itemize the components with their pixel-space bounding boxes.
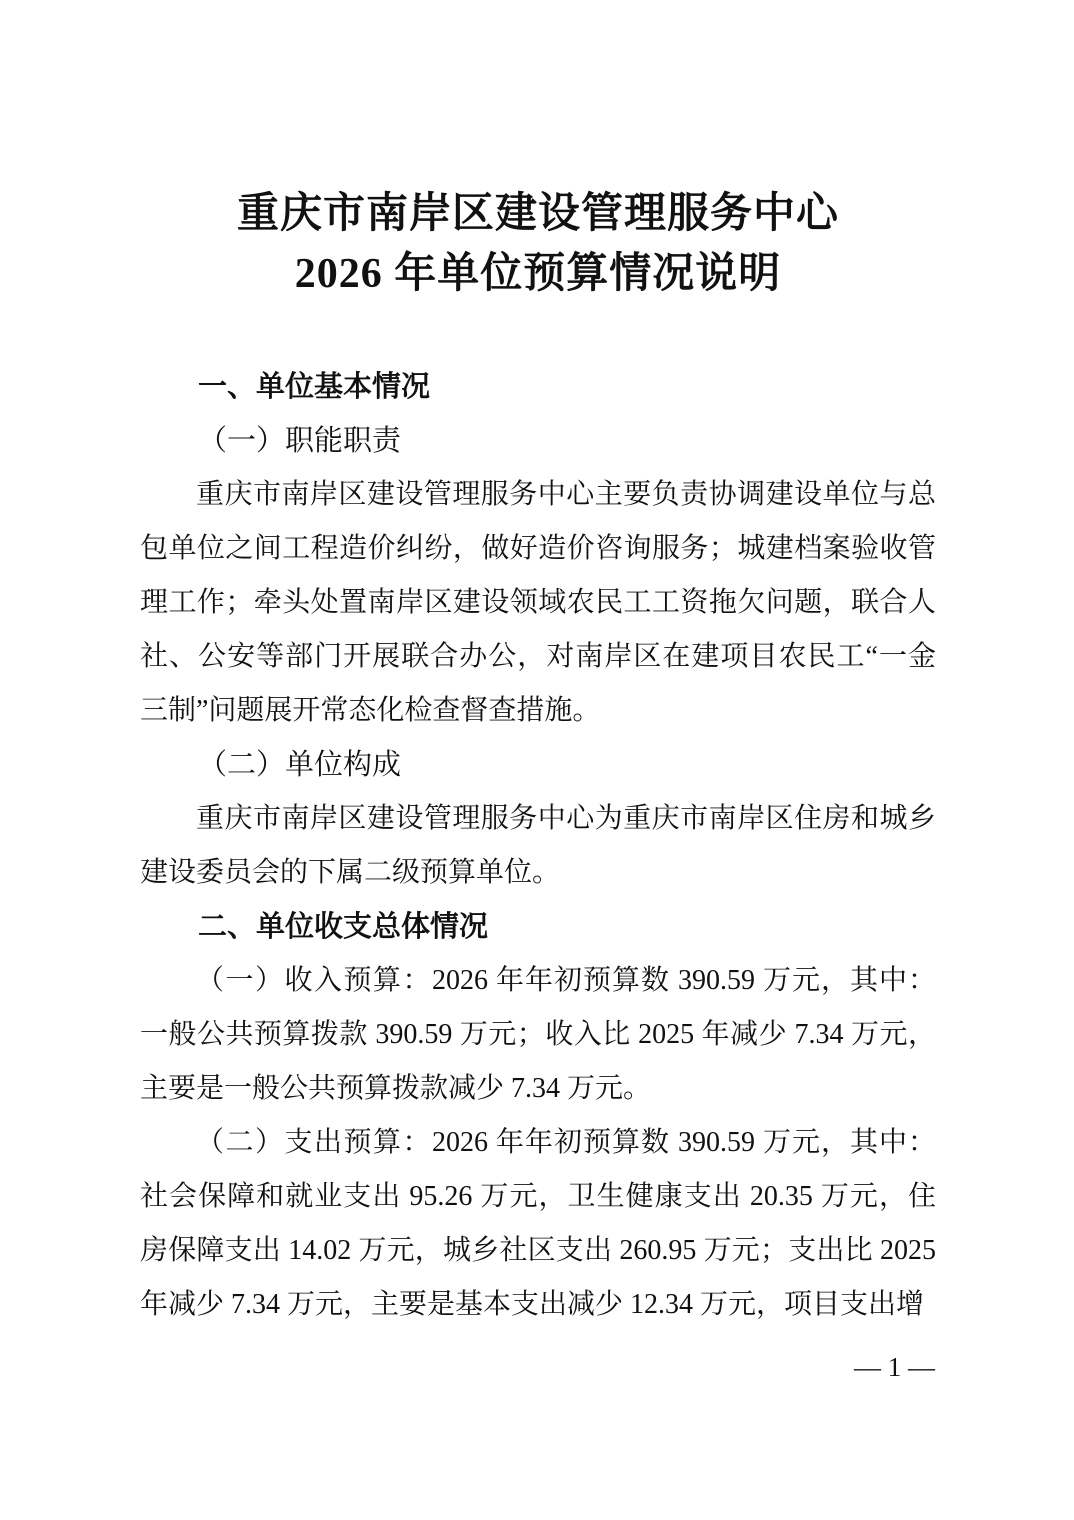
document-content [140, 0, 936, 1332]
sub-heading-unit-composition: （二）单位构成 [198, 749, 402, 781]
paragraph-expenditure-budget-lead: （二）支出预算： [196, 1127, 432, 1158]
paragraph-expenditure-budget-text: 2026 年年初预算数 390.59 万元，其中：社会保障和就业支出 95.26 万元，卫生健康支出 20.35 万元，住房保障支出 14.02 万元，城乡社区支出 260.95 万元；支出比 2025 年减少 7.34 万元，主要是基本支出减少 12.34 万元，项目支出增 [140, 1127, 936, 1320]
paragraph-income-budget [140, 954, 936, 1116]
paragraph-expenditure-budget [140, 1116, 936, 1332]
document-title-line-1: 重庆市南岸区建设管理服务中心 [236, 191, 839, 237]
document-title [140, 184, 936, 304]
sub-heading-duties: （一）职能职责 [198, 425, 402, 457]
section-heading-basic-info: 一、单位基本情况 [198, 371, 431, 403]
paragraph-unit-composition: 重庆市南岸区建设管理服务中心为重庆市南岸区住房和城乡建设委员会的下属二级预算单位。 [140, 803, 936, 888]
document-title-line-2: 2026 年单位预算情况说明 [294, 251, 782, 297]
paragraph-duties: 重庆市南岸区建设管理服务中心主要负责协调建设单位与总包单位之间工程造价纠纷，做好造价咨询服务；城建档案验收管理工作；牵头处置南岸区建设领域农民工工资拖欠问题，联合人社、公安等部门开展联合办公，对南岸区在建项目农民工“一金三制”问题展开常态化检查督查措施。 [140, 479, 936, 726]
page-number: — 1 — [854, 1352, 935, 1382]
section-heading-budget-overview: 二、单位收支总体情况 [198, 911, 489, 943]
paragraph-income-budget-lead: （一）收入预算： [196, 965, 432, 996]
paragraph-income-budget-text: 2026 年年初预算数 390.59 万元，其中：一般公共预算拨款 390.59 万元；收入比 2025 年减少 7.34 万元，主要是一般公共预算拨款减少 7.34 万元。 [140, 965, 936, 1104]
